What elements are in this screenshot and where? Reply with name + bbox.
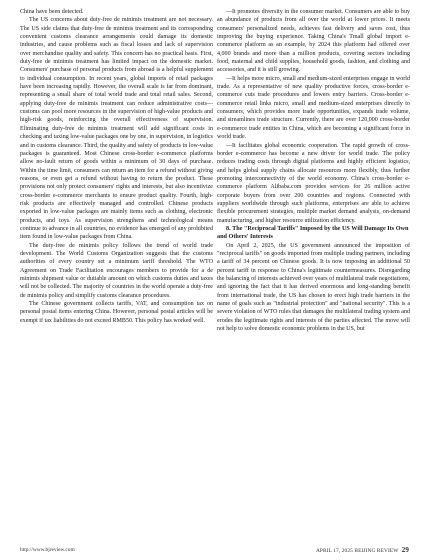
page-number: 29 (401, 546, 409, 554)
body-paragraph: —It promotes diversity in the consumer market. Consumers are able to buy an abundance of products from all over the world at lower prices. It meets consumers' personalized needs, achieves fast delivery and saves cost, thus improving the buying experience. Taking China's Tmall global import e-commerce platform as an example, by 2024 this platform had offered over 4,000 brands and more than a million products, covering sectors including food, maternal and child supplies, household goods, fashion, and clothing and accessories, and it is still growing. (217, 9, 410, 74)
body-paragraph: The US concerns about duty-free de minimis treatment are not necessary. The US side claims that duty-free de minimis treatment and its corresponding convenient customs clearance arrangements could damage its domestic industries, and cause problems such as fiscal losses and lack of supervision over merchandise quality and safety. This concern has no practical basis. First, duty-free de minimis treatment has limited impact on the domestic market. Consumers' purchase of personal products from abroad is a helpful supplement to individual consumption. In recent years, global imports of retail packages have been increasing rapidly. However, the overall scale is far from dominant, representing a small share of total world trade and total retail sales. Second, applying duty-free de minimis treatment can reduce administrative costs—customs can pool more resources in the supervision of high-value products and high-risk goods, reinforcing the overall effectiveness of supervision. Eliminating duty-free de minimis treatment will add significant costs in checking and taxing low-value packages one by one, in supervision, in logistics and in customs clearance. Third, the quality and safety of products in low-value packages is guaranteed. Most Chinese cross-border e-commerce platforms allow no-fault return of goods within a minimum of 30 days of purchase. Within the time limit, consumers can return an item for a refund without giving reasons, or even get a refund without having to return the product. These provisions not only protect consumers' rights and interests, but also incentivize cross-border e-commerce merchants to ensure product quality. Fourth, high-risk products are effectively managed and controlled. Chinese products exported in low-value packages are mainly items such as clothing, electronic products, and toys. As supervision strengthens and technological means continue to advance in all countries, no evidence has emerged of any prohibited item found in low-value packages from China. (20, 17, 213, 241)
body-paragraph: On April 2, 2025, the US government announced the imposition of "reciprocal tariffs" on goods imported from multiple trading partners, including a tariff of 34 percent on Chinese goods. It is now imposing an additional 50 percent tariff in response to China's legitimate countermeasures. Disregarding the balancing of interests achieved over years of multilateral trade negotiations, and ignoring the fact that it has derived enormous and long-standing benefit from international trade, the US has chosen to erect high trade barriers in the name of goals such as "industrial protection" and "national security". This is a severe violation of WTO rules that damages the multilateral trading system and erodes the legitimate rights and interests of the parties affected. The move will not help to solve domestic economic problems in the US, but (217, 242, 410, 333)
left-column (20, 8, 213, 325)
body-paragraph: The duty-free de minimis policy follows the trend of world trade development. The World Customs Organization suggests that the customs authorities of every country set a minimum tariff threshold. The WTO Agreement on Trade Facilitation encourages members to provide for a de minimis shipment value or dutiable amount on which customs duties and taxes will not be collected. The majority of countries in the world operate a duty-free de minimis policy and simplify customs clearance procedures. (20, 242, 213, 299)
right-column (217, 8, 410, 333)
section-heading: 8. The "Reciprocal Tariffs" Imposed by the US Will Damage Its Own and Others' Interests (217, 224, 409, 241)
footer-url[interactable]: http://www.bjreview.com (20, 547, 75, 553)
body-paragraph: The Chinese government collects tariffs, VAT, and consumption tax on personal postal items entering China. However, personal postal articles will be exempt if tax liabilities do not exceed RMB50. This policy has worked well. (20, 301, 213, 324)
footer-issue-label: APRIL 17, 2025 BEIJING REVIEW (315, 548, 399, 554)
body-paragraph: —It helps more micro, small and medium-sized enterprises engage in world trade. As a representative of new quality productive forces, cross-border e-commerce cuts trade procedures and lowers entry barriers. Cross-border e-commerce retail links micro, small and medium-sized enterprises directly to consumers, which provides more trade opportunities, expands trade volume, and streamlines trade structure. Currently, there are over 120,000 cross-border e-commerce trade entities in China, which are becoming a significant force in world trade. (217, 75, 410, 141)
page-footer (20, 545, 409, 555)
body-paragraph: China have been detected. (20, 9, 84, 15)
footer-issue (316, 545, 409, 556)
body-paragraph: —It facilitates global economic cooperation. The rapid growth of cross-border e-commerce has become a new driver for world trade. The policy reduces trading costs through digital platforms and highly efficient logistics, and helps global supply chains allocate resources more flexibly, thus further promoting interconnectivity of the world economy. China's cross-border e-commerce platform Alibaba.com provides services for 26 million active corporate buyers from over 200 countries and regions. Connected with suppliers worldwide through such platforms, enterprises are able to achieve flexible procurement strategies, multiple market demand analysis, on-demand manufacturing, and higher resource utilization efficiency. (217, 142, 410, 224)
